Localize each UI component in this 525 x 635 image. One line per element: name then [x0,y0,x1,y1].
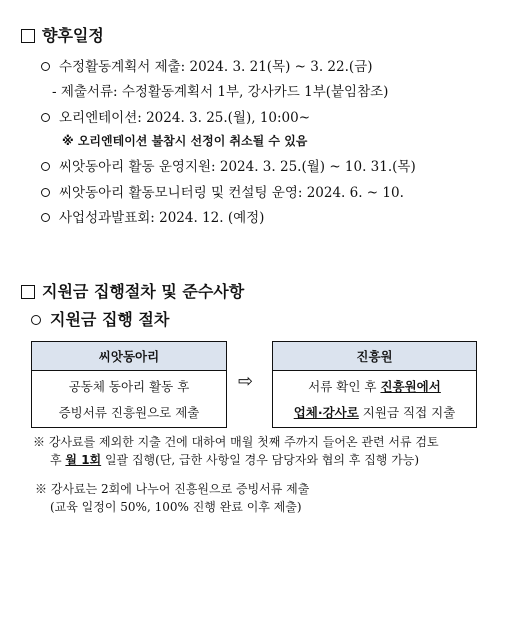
right-box-header: 진흥원 [273,342,476,371]
circle-bullet-icon [41,162,50,171]
right-arrow-icon: ⇨ [238,371,254,392]
note-emphasis: 월 1회 [65,453,102,467]
schedule-note-text: ※ 오리엔테이션 불참시 선정이 취소될 수 있음 [62,134,308,148]
schedule-item [41,106,310,126]
procedure-subtitle: 지원금 집행 절차 [50,310,170,329]
right-flow-box [272,341,477,428]
schedule-note [62,132,307,149]
schedule-item [41,181,404,201]
schedule-item-text: 씨앗동아리 활동모니터링 및 컨설팅 운영: 2024. 6. ~ 10. [59,185,404,201]
procedure-heading [21,279,244,302]
schedule-item [41,155,416,175]
schedule-subitem [52,80,388,100]
right-box-text: 서류 확인 후 [308,379,381,394]
note-text: ※ 강사료를 제외한 지출 건에 대하여 매월 첫째 주까지 들어온 관련 서류 검토 [33,435,439,449]
schedule-item [41,55,372,75]
note-line [50,498,302,515]
schedule-item-text: - 제출서류: 수정활동계획서 1부, 강사카드 1부(붙임참조) [52,84,389,100]
schedule-item-text: 씨앗동아리 활동 운영지원: 2024. 3. 25.(월) ~ 10. 31.(목) [59,159,416,175]
schedule-item [41,206,264,226]
circle-bullet-icon [41,213,50,222]
note-text: 후 [50,453,66,467]
right-box-body [273,371,476,429]
note-text: ※ 강사료는 2회에 나누어 진흥원으로 증빙서류 제출 [35,482,310,496]
circle-bullet-icon [31,315,41,325]
schedule-item-text: 수정활동계획서 제출: 2024. 3. 21(목) ~ 3. 22.(금) [59,59,373,75]
procedure-subheading [31,307,169,330]
procedure-title: 지원금 집행절차 및 준수사항 [42,282,245,301]
checkbox-square-icon [21,29,35,43]
right-box-line [308,374,441,400]
note-line [50,451,419,468]
schedule-title: 향후일정 [42,26,104,45]
left-box-line: 증빙서류 진흥원으로 제출 [58,405,200,420]
note-line [35,480,309,497]
note-text: 일괄 집행(단, 급한 사항일 경우 담당자와 협의 후 집행 가능) [101,453,420,467]
right-box-line [294,400,456,426]
left-box-body [32,371,226,429]
checkbox-square-icon [21,285,35,299]
circle-bullet-icon [41,188,50,197]
right-box-emphasis: 진흥원에서 [380,379,441,394]
left-box-line: 공동체 동아리 활동 후 [68,379,190,394]
left-flow-box [31,341,227,428]
note-line [33,433,439,450]
left-box-header: 씨앗동아리 [32,342,226,371]
circle-bullet-icon [41,62,50,71]
note-text: (교육 일정이 50%, 100% 진행 완료 이후 제출) [50,500,302,514]
right-box-text: 지원금 직접 지출 [358,405,456,420]
schedule-item-text: 오리엔테이션: 2024. 3. 25.(월), 10:00~ [59,110,311,126]
circle-bullet-icon [41,113,50,122]
right-box-emphasis: 업체·강사로 [293,405,359,420]
schedule-heading [21,23,104,46]
schedule-item-text: 사업성과발표회: 2024. 12. (예정) [59,210,265,226]
